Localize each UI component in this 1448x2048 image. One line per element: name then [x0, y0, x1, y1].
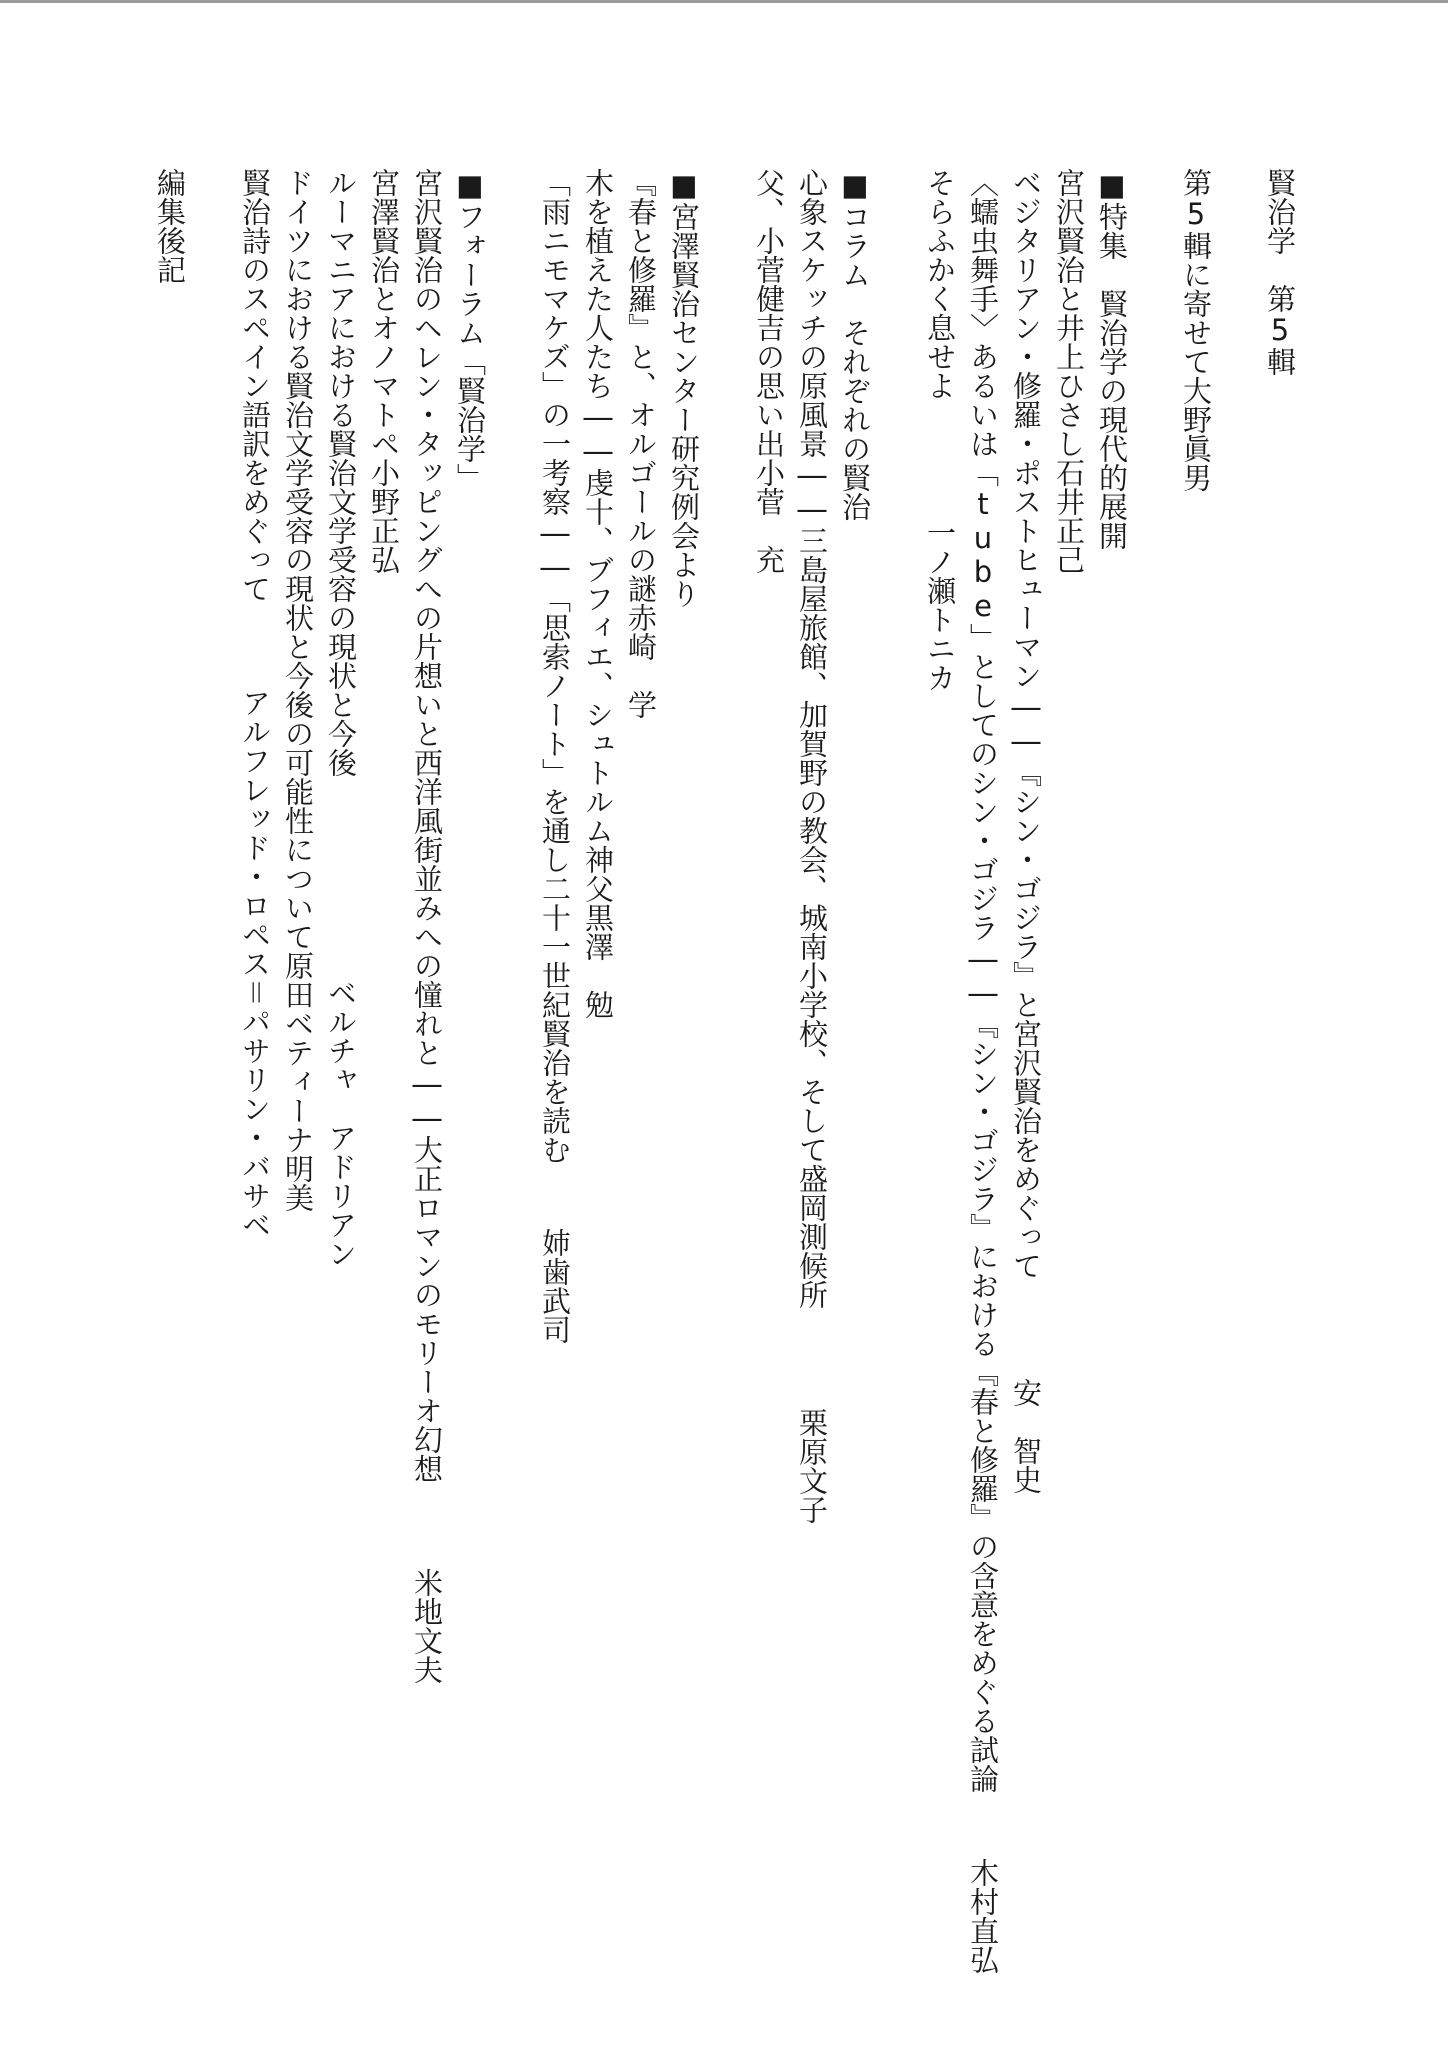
entry-title: 〈蠕虫舞手〉あるいは「tube」としてのシン・ゴジラ――『シン・ゴジラ』における『春と修羅』の含意をめぐる試論 — [966, 168, 1000, 1793]
entry-title: そらふかく息せよ — [923, 168, 957, 400]
toc-entry — [749, 168, 789, 2008]
entry-author: アルフレッド・ロペス＝パサリン・バサベ — [238, 688, 272, 1239]
entry-author: 原田ベティーナ明美 — [281, 951, 315, 1212]
toc-entry — [963, 168, 1003, 2008]
entry-title: 「雨ニモマケズ」の一考察――「思索ノート」を通し二十一世紀賢治を読む — [538, 168, 572, 1164]
toc-entry — [621, 168, 661, 2008]
forum-heading: ■フォーラム「賢治学」 — [453, 168, 487, 492]
entry-author: ベルチャ アドリアン — [324, 978, 358, 1268]
journal-title: 賢治学 第5輯 — [1263, 168, 1297, 376]
entry-title: 賢治詩のスペイン語訳をめぐって — [238, 168, 272, 603]
table-of-contents — [120, 168, 1300, 2008]
toc-entry — [278, 168, 318, 2008]
entry-title: ルーマニアにおける賢治文学受容の現状と今後 — [324, 168, 358, 777]
entry-title: 父、小菅健吉の思い出 — [752, 168, 786, 458]
toc-entry — [235, 168, 275, 2008]
entry-author: 赤崎 学 — [624, 603, 658, 719]
afterword: 編集後記 — [153, 168, 187, 284]
page-edge — [0, 0, 1448, 3]
toc-entry — [1049, 168, 1089, 2008]
entry-author: 一ノ瀬トニカ — [923, 518, 957, 692]
toc-entry — [920, 168, 960, 2008]
entry-title: 宮沢賢治と井上ひさし — [1052, 168, 1086, 458]
entry-author: 栗原文子 — [795, 1408, 829, 1524]
preface-author: 大野眞男 — [1179, 376, 1213, 492]
entry-title: 『春と修羅』と、オルゴールの謎 — [624, 168, 658, 603]
research-meeting-heading: ■宮澤賢治センター研究例会より — [667, 168, 701, 608]
entry-author: 小野正弘 — [367, 458, 401, 574]
toc-entry — [1006, 168, 1046, 2008]
toc-entry — [321, 168, 361, 2008]
entry-author: 石井正己 — [1052, 458, 1086, 574]
toc-entry — [792, 168, 832, 2008]
entry-title: ベジタリアン・修羅・ポストヒューマン――『シン・ゴジラ』と宮沢賢治をめぐって — [1009, 168, 1043, 1280]
entry-author: 米地文夫 — [410, 1568, 444, 1684]
entry-author: 黒澤 勉 — [581, 903, 615, 1019]
entry-author: 小菅 充 — [752, 458, 786, 574]
special-feature-heading: ■特集 賢治学の現代的展開 — [1095, 168, 1129, 550]
preface-entry — [1176, 168, 1216, 2008]
toc-entry — [364, 168, 404, 2008]
entry-title: 宮澤賢治とオノマトペ — [367, 168, 401, 458]
entry-author: 姉歯武司 — [538, 1228, 572, 1344]
preface-title: 第5輯に寄せて — [1179, 168, 1213, 376]
toc-entry — [407, 168, 447, 2008]
entry-author: 木村直弘 — [966, 1858, 1000, 1974]
column-heading: ■コラム それぞれの賢治 — [838, 168, 872, 521]
entry-title: 木を植えた人たち――虔十、ブフィエ、シュトルム神父 — [581, 168, 615, 903]
entry-title: 宮沢賢治のヘレン・タッピングへの片想いと西洋風街並みへの憧れと――大正ロマンのモリーオ幻想 — [410, 168, 444, 1483]
toc-entry — [578, 168, 618, 2008]
toc-entry — [535, 168, 575, 2008]
entry-title: 心象スケッチの原風景――三島屋旅館、加賀野の教会、城南小学校、そして盛岡測候所 — [795, 168, 829, 1309]
entry-title: ドイツにおける賢治文学受容の現状と今後の可能性について — [281, 168, 315, 951]
entry-author: 安 智史 — [1009, 1378, 1043, 1494]
